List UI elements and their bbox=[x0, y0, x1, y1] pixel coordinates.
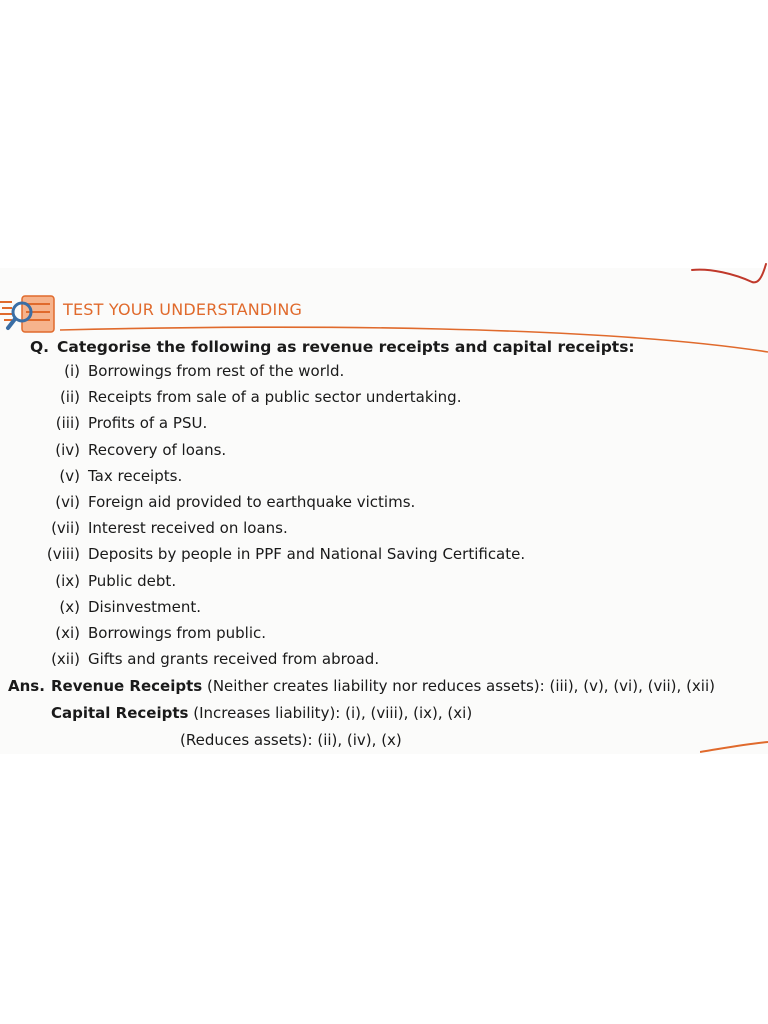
list-item bbox=[0, 572, 768, 598]
item-text: Foreign aid provided to earthquake victims. bbox=[88, 493, 416, 511]
list-item bbox=[0, 624, 768, 650]
list-item bbox=[0, 441, 768, 467]
item-number: (xi) bbox=[55, 624, 80, 642]
question-text: Categorise the following as revenue receipts and capital receipts: bbox=[57, 338, 635, 356]
item-text: Gifts and grants received from abroad. bbox=[88, 650, 380, 668]
question bbox=[30, 338, 635, 356]
item-text: Deposits by people in PPF and National Saving Certificate. bbox=[88, 545, 526, 563]
revenue-receipts-detail: (Neither creates liability nor reduces assets): (iii), (v), (vi), (vii), (xii) bbox=[206, 677, 715, 695]
item-number: (iv) bbox=[55, 441, 80, 459]
list-item bbox=[0, 598, 768, 624]
item-number: (x) bbox=[59, 598, 80, 616]
item-number: (iii) bbox=[55, 414, 80, 432]
item-text: Recovery of loans. bbox=[88, 441, 227, 459]
item-text: Profits of a PSU. bbox=[88, 414, 208, 432]
item-number: (ii) bbox=[59, 388, 80, 406]
list-item bbox=[0, 362, 768, 388]
item-number: (xii) bbox=[51, 650, 80, 668]
item-text: Interest received on loans. bbox=[88, 519, 288, 537]
revenue-receipts-title: Revenue Receipts bbox=[51, 677, 203, 695]
list-item bbox=[0, 414, 768, 440]
question-prefix: Q. bbox=[30, 338, 50, 356]
section-title: TEST YOUR UNDERSTANDING bbox=[63, 300, 303, 319]
list-item bbox=[0, 388, 768, 414]
item-number: (i) bbox=[64, 362, 80, 380]
answer-label: Ans. bbox=[8, 677, 45, 695]
capital-receipts-detail-2: (Reduces assets): (ii), (iv), (x) bbox=[180, 731, 402, 749]
list-item bbox=[0, 545, 768, 571]
list-item bbox=[0, 493, 768, 519]
item-number: (v) bbox=[59, 467, 80, 485]
list-item bbox=[0, 467, 768, 493]
item-text: Tax receipts. bbox=[88, 467, 183, 485]
item-text: Borrowings from public. bbox=[88, 624, 267, 642]
item-number: (viii) bbox=[46, 545, 80, 563]
list-item bbox=[0, 519, 768, 545]
answer-revenue-line bbox=[8, 677, 768, 703]
item-text: Receipts from sale of a public sector undertaking. bbox=[88, 388, 462, 406]
item-number: (vi) bbox=[55, 493, 80, 511]
list-item bbox=[0, 650, 768, 676]
answer-capital-line-2 bbox=[180, 731, 402, 757]
item-text: Public debt. bbox=[88, 572, 177, 590]
item-number: (vii) bbox=[51, 519, 80, 537]
capital-receipts-title: Capital Receipts bbox=[51, 704, 189, 722]
item-text: Borrowings from rest of the world. bbox=[88, 362, 345, 380]
answer-capital-line bbox=[51, 704, 472, 730]
item-number: (ix) bbox=[55, 572, 80, 590]
item-text: Disinvestment. bbox=[88, 598, 202, 616]
bottom-rule bbox=[700, 738, 768, 754]
capital-receipts-detail-1: (Increases liability): (i), (viii), (ix), (xi) bbox=[193, 704, 473, 722]
